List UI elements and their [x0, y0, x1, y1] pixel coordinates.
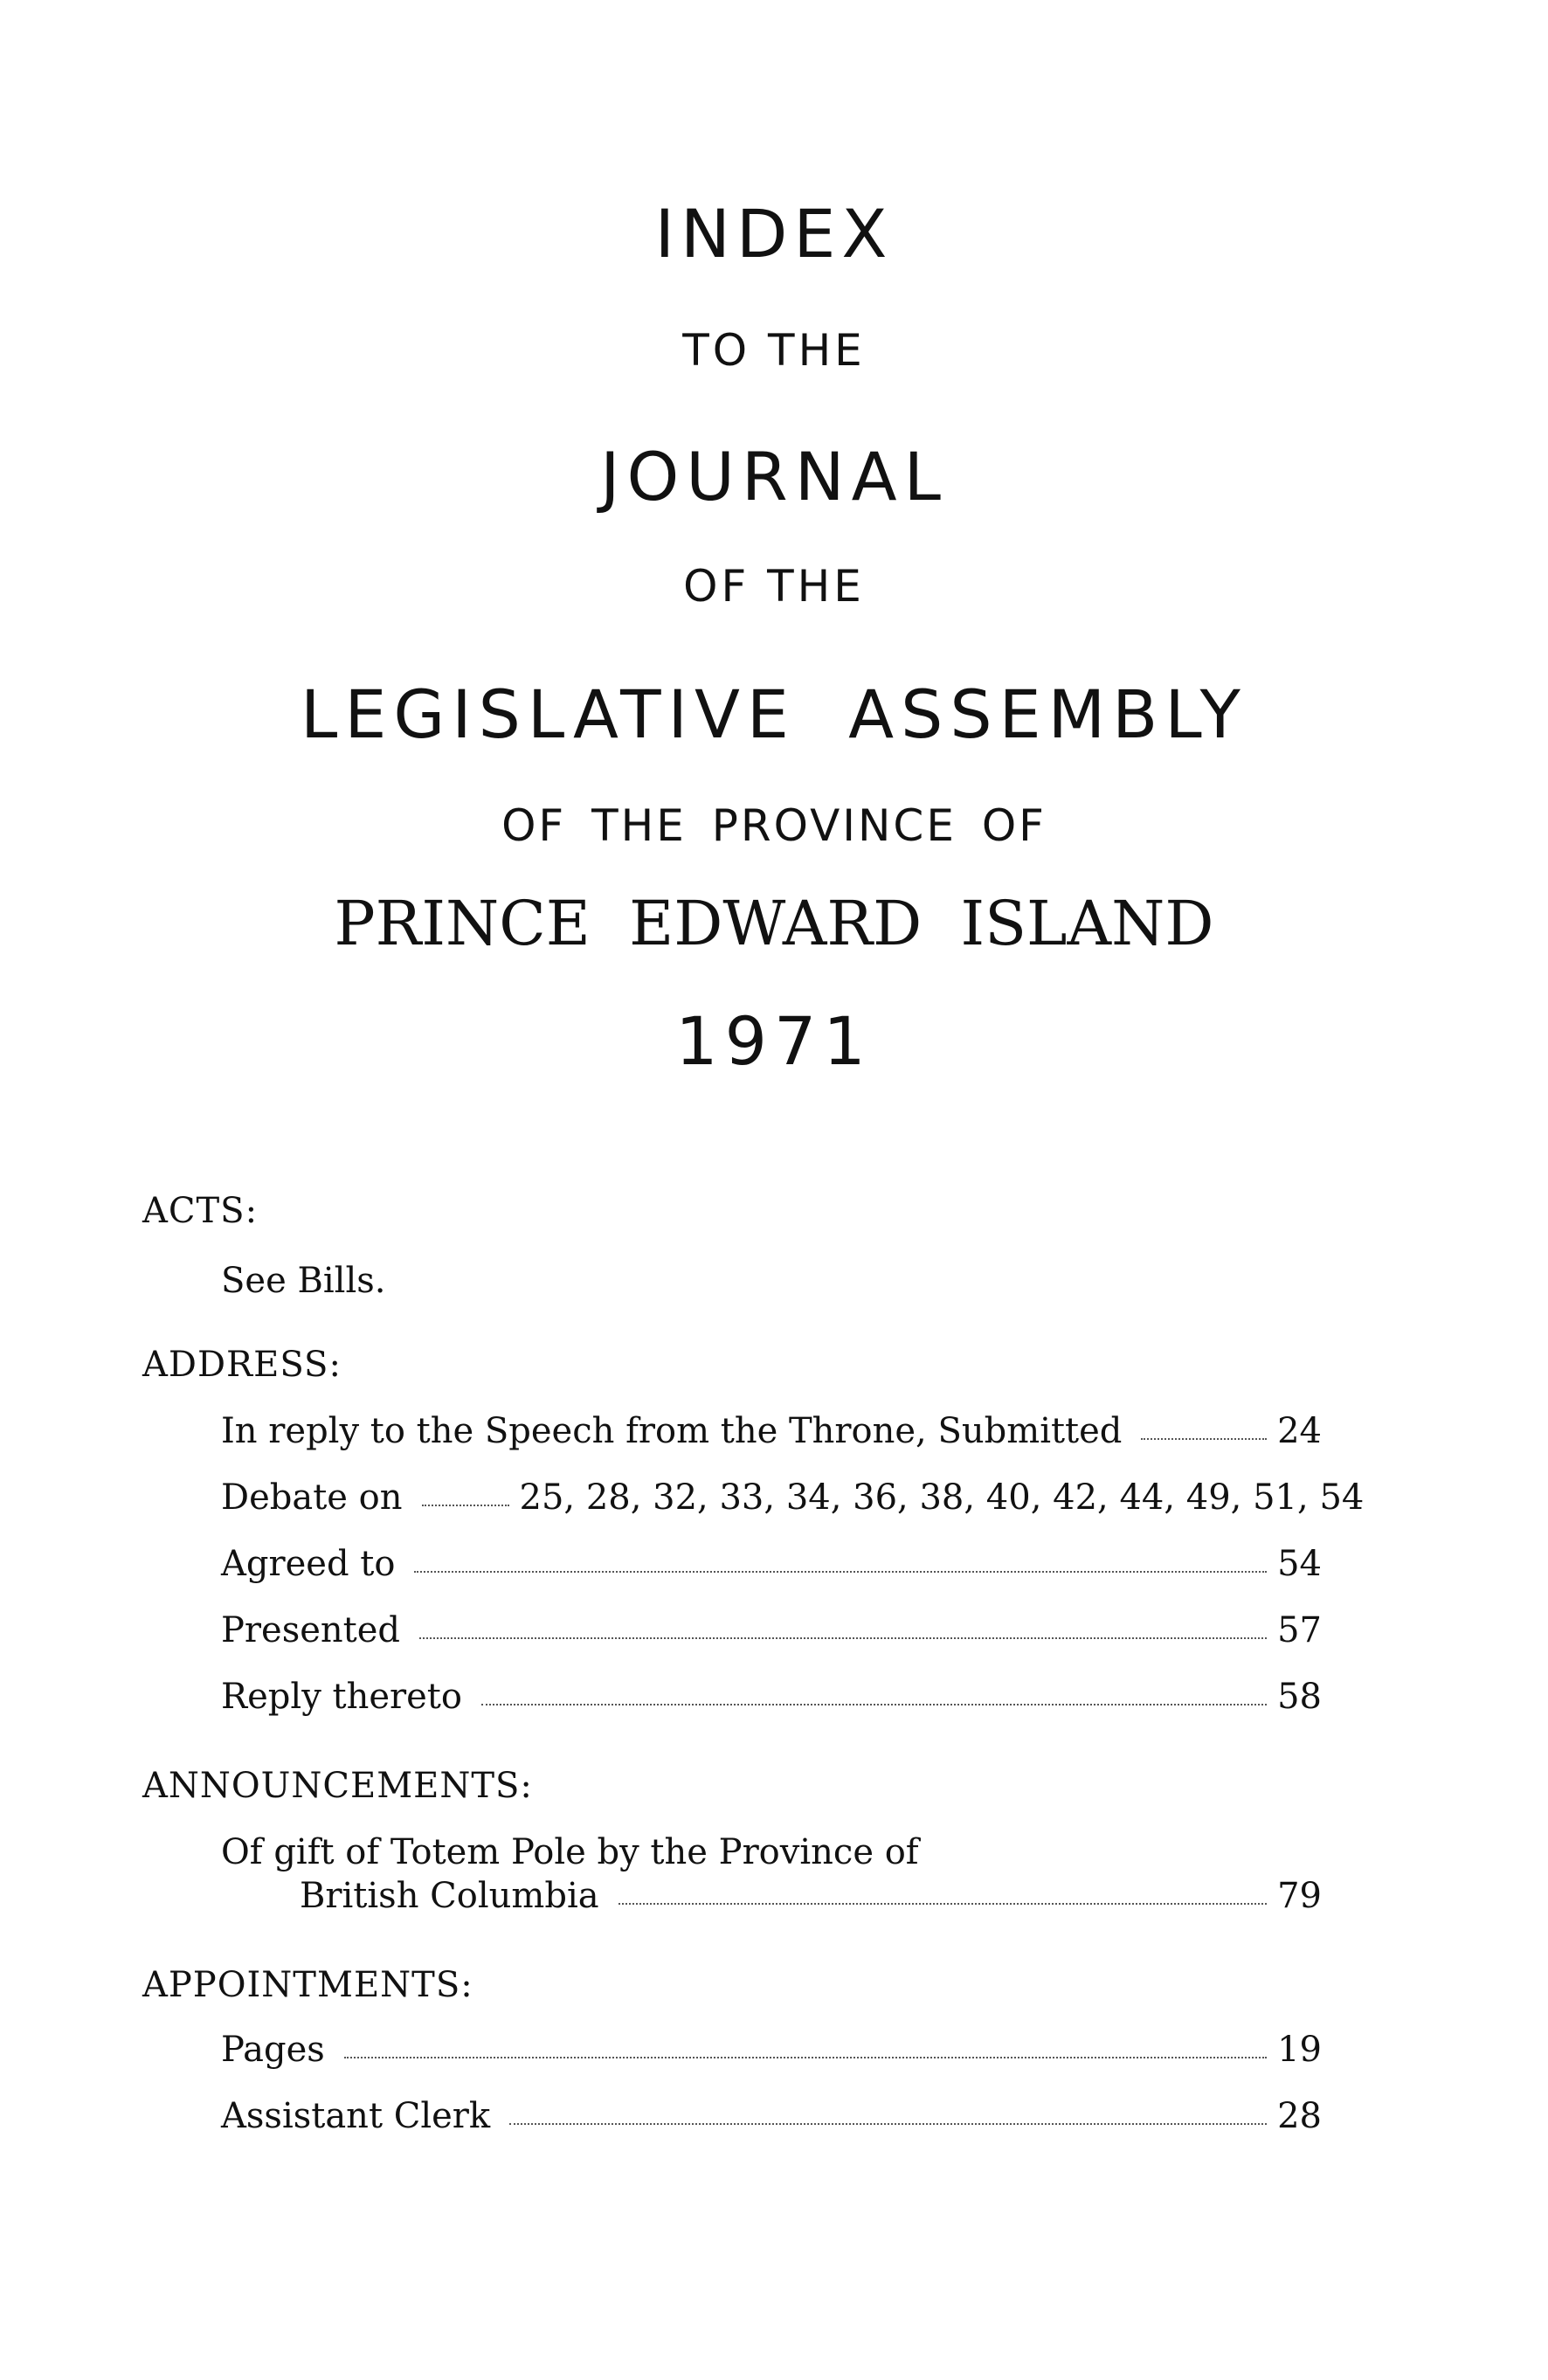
announcement-entry-line2: [300, 1876, 1322, 1916]
address-entry-reply: [221, 1677, 1322, 1717]
title-of-the: OF THE: [683, 561, 865, 612]
appointment-entry-pages: [221, 2030, 1322, 2070]
leader-dots: [481, 1704, 1267, 1705]
leader-dots: [414, 1571, 1267, 1573]
title-journal: JOURNAL: [600, 438, 948, 515]
title-legislative-assembly: LEGISLATIVE ASSEMBLY: [301, 675, 1247, 753]
entry-page: 79: [1277, 1876, 1322, 1916]
leader-dots: [1141, 1438, 1267, 1440]
entry-label: Pages: [221, 2030, 325, 2070]
title-to-the: TO THE: [682, 325, 866, 376]
appointment-entry-assistant-clerk: [221, 2096, 1322, 2136]
title-of-the-province-of: OF THE PROVINCE OF: [501, 800, 1047, 851]
entry-label: In reply to the Speech from the Throne, Submitted: [221, 1411, 1123, 1451]
leader-dots: [619, 1903, 1267, 1905]
entry-label: Presented: [221, 1610, 401, 1650]
acts-entry: See Bills.: [221, 1261, 386, 1301]
entry-page: 54: [1277, 1544, 1322, 1584]
leader-dots: [422, 1505, 509, 1506]
entry-page: 57: [1277, 1610, 1322, 1650]
entry-label: Debate on: [221, 1477, 403, 1518]
entry-page: 28: [1277, 2096, 1322, 2136]
heading-appointments: APPOINTMENTS:: [142, 1965, 473, 2005]
entry-label: British Columbia: [300, 1876, 599, 1916]
title-year: 1971: [675, 1002, 873, 1080]
entry-page: 58: [1277, 1677, 1322, 1717]
entry-label: Reply thereto: [221, 1677, 462, 1717]
entry-page: 24: [1277, 1411, 1322, 1451]
heading-address: ADDRESS:: [142, 1345, 342, 1385]
entry-label: Agreed to: [221, 1544, 396, 1584]
address-entry-agreed: [221, 1544, 1322, 1584]
address-entry-submitted: [221, 1411, 1322, 1451]
heading-announcements: ANNOUNCEMENTS:: [142, 1766, 533, 1806]
entry-page: 25, 28, 32, 33, 34, 36, 38, 40, 42, 44, 49, 51, 54: [519, 1477, 1365, 1518]
title-index: INDEX: [654, 195, 894, 273]
leader-dots: [344, 2057, 1267, 2058]
entry-page: 19: [1277, 2030, 1322, 2070]
announcement-entry-line1: Of gift of Totem Pole by the Province of: [221, 1832, 919, 1872]
heading-acts: ACTS:: [142, 1191, 259, 1231]
title-prince-edward-island: PRINCE EDWARD ISLAND: [334, 888, 1214, 959]
leader-dots: [509, 2123, 1267, 2125]
entry-label: Assistant Clerk: [221, 2096, 491, 2136]
address-entry-presented: [221, 1610, 1322, 1650]
address-entry-debate: [221, 1477, 1365, 1518]
leader-dots: [419, 1637, 1267, 1639]
